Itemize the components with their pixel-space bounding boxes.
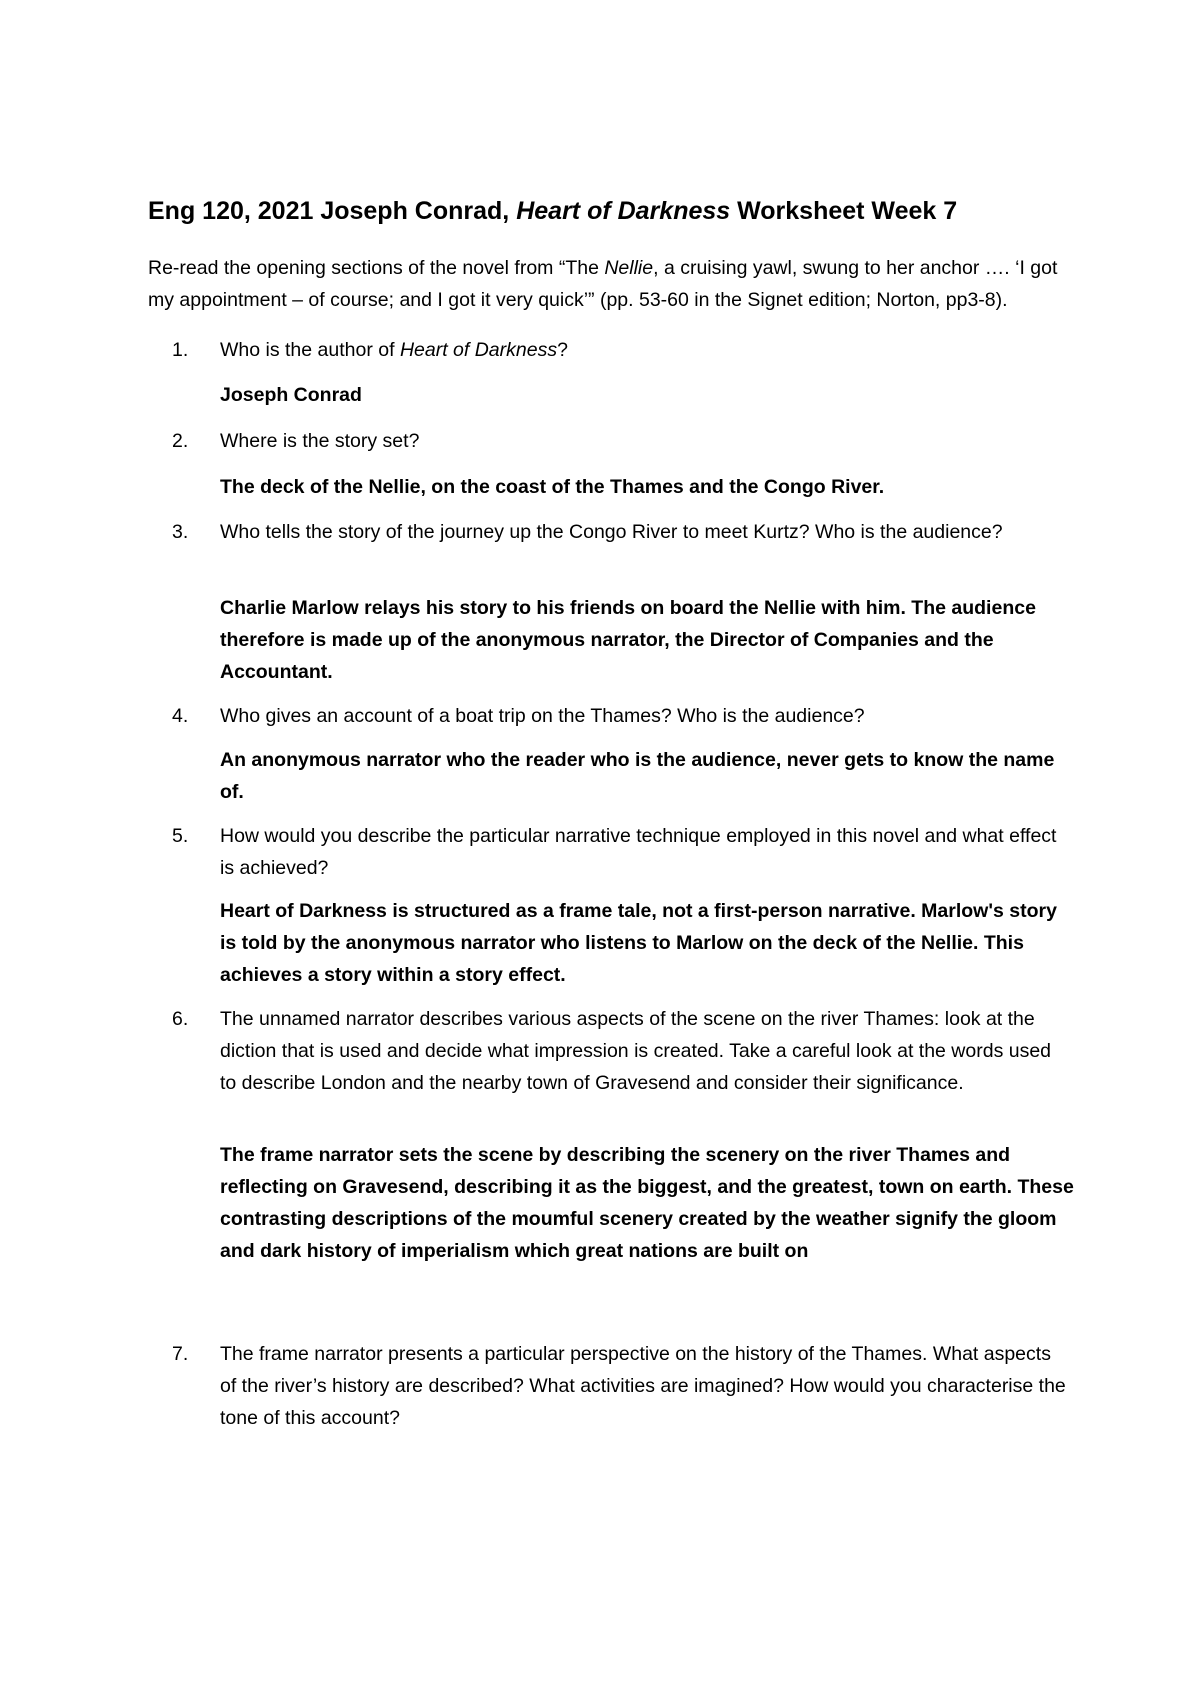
question-3: [172, 516, 1072, 548]
answer-6: The frame narrator sets the scene by describing the scenery on the river Thames and reflecting on Gravesend, describing it as the biggest, and the greatest, town on earth. These contrasting descriptions of the moumful scenery created by the weather signify the gloom and dark history of imperialism which great nations are built on: [220, 1144, 1074, 1262]
question-text-start: Who is the author of: [220, 339, 400, 361]
question-text: Who tells the story of the journey up the Congo River to meet Kurtz? Who is the audience?: [220, 521, 1003, 543]
question-text: [220, 334, 1072, 366]
question-text: Where is the story set?: [220, 430, 420, 452]
answer-4: An anonymous narrator who the reader who is the audience, never gets to know the name of.: [220, 749, 1055, 803]
intro-text-end: , a cruising yawl, swung to her anchor …. ‘I got my appointment – of course; and I got it very quick’” (pp. 53-60 in the Signet edition; Norton, pp3-8).: [148, 257, 1058, 311]
answer-2: The deck of the Nellie, on the coast of the Thames and the Congo River.: [220, 476, 885, 498]
title-week: Worksheet Week 7: [730, 197, 958, 225]
answer-3: Charlie Marlow relays his story to his friends on board the Nellie with him. The audience therefore is made up of the anonymous narrator, the Director of Companies and the Accountant.: [220, 597, 1036, 683]
question-1: [172, 334, 1072, 366]
question-number: 1.: [172, 339, 189, 361]
question-number: 4.: [172, 705, 189, 727]
intro-text-start: Re-read the opening sections of the novel from “The: [148, 257, 605, 279]
answer-1: Joseph Conrad: [220, 384, 362, 406]
title-course: Eng 120, 2021 Joseph Conrad,: [148, 197, 517, 225]
question-number: 6.: [172, 1008, 189, 1030]
question-2: [172, 425, 1072, 457]
question-number: 2.: [172, 430, 189, 452]
question-text: Who gives an account of a boat trip on the Thames? Who is the audience?: [220, 705, 865, 727]
question-6: [172, 1003, 1072, 1099]
answer-5: Heart of Darkness is structured as a frame tale, not a first-person narrative. Marlow's story is told by the anonymous narrator who listens to Marlow on the deck of the Nellie. This achieves a story within a story effect.: [220, 900, 1057, 986]
intro-paragraph: [148, 252, 1078, 316]
question-4: [172, 700, 1072, 732]
intro-ship-name: Nellie: [604, 257, 654, 279]
question-5: [172, 820, 1072, 884]
title-novel-name: Heart of Darkness: [516, 197, 731, 225]
question-number: 7.: [172, 1343, 189, 1365]
question-7: [172, 1338, 1072, 1434]
question-text: The frame narrator presents a particular perspective on the history of the Thames. What aspects of the river’s history are described? What activities are imagined? How would you characterise the tone of this account?: [220, 1343, 1066, 1429]
worksheet-title: [148, 194, 1108, 228]
question-text-end: ?: [557, 339, 568, 361]
question-text: The unnamed narrator describes various aspects of the scene on the river Thames: look at the diction that is used and decide what impression is created. Take a careful look at the words used to describe London and the nearby town of Gravesend and consider their significance.: [220, 1008, 1052, 1094]
question-number: 3.: [172, 521, 189, 543]
question-text: How would you describe the particular narrative technique employed in this novel and what effect is achieved?: [220, 825, 1057, 879]
question-number: 5.: [172, 825, 189, 847]
question-novel-title: Heart of Darkness: [399, 339, 558, 361]
